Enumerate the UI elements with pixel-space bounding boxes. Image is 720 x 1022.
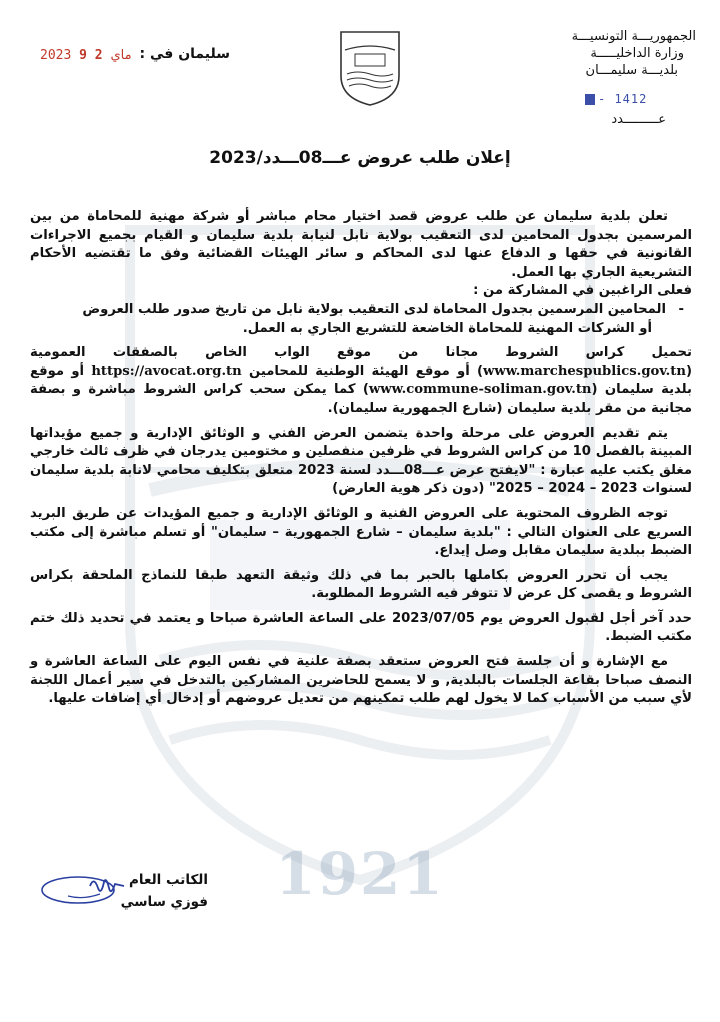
paragraph-opening-session: مع الإشارة و أن جلسة فتح العروض ستعقد بصفة علنية في نفس اليوم على الساعة العاشرة و النصف صباحا بقاعة الجلسات بالبلدية, و لا يسمح للحاضرين المشاركين بالتدخل في سير أعمال اللجنة لأي سبب من الأسباب كما لا يخول لهم طلب تمكينهم من تعديل عروضهم أو إدخال أي إضافات عليها. [30, 654, 692, 707]
republic-name: الجمهوريـــة التونسيـــة [571, 29, 696, 44]
paragraph-deadline: حدد آخر أجل لقبول العروض يوم 2023/07/05 على الساعة العاشرة صباحا و يعتمد في تحديد ذلك ختم مكتب الضبط. [30, 610, 692, 645]
dateline [40, 46, 230, 68]
city-label: سليمان في : [139, 46, 230, 62]
paragraph-intro: تعلن بلدية سليمان عن طلب عروض قصد اختيار محام مباشر أو شركة مهنية للمحاماة من بين المرسمين بجدول المحامين لدى التعقيب بولاية نابل لنيابة بلدية سليمان و القيام بجميع الاجراءات القانونية في حقها و الدفاع عنها لدى المحاكم و سائر الهيئات القضائية وفق ما تقتضيه الأحكام التشريعية الجاري بها العمل. [30, 209, 692, 280]
municipality-logo [337, 28, 403, 108]
list-item: - المحامين المرسمين بجدول المحاماة لدى التعقيب بولاية نابل من تاريخ صدور طلب العروض [30, 301, 692, 320]
handwritten-signature [38, 866, 130, 916]
text-span: تحميل كراس الشروط مجانا من موقع الواب الخاص بالصفقات العمومية ( [30, 345, 692, 379]
reference-number: - 1412 [598, 92, 648, 106]
ministry-name: وزارة الداخليـــــة [590, 46, 684, 61]
paragraph-participants: فعلى الراغبين في المشاركة من : [473, 283, 692, 299]
paragraph-ink: يجب أن تحرر العروض بكاملها بالحبر بما في ذلك وثيقة التعهد طبقا للنماذج الملحقة بكراس الشروط و يقصى كل عرض لا تتوفر فيه الشروط المطلوبة. [30, 567, 692, 602]
text-span: أو موقع بلدية سليمان ( [30, 363, 692, 398]
letterhead [496, 28, 696, 79]
watermark-year: 1921 [275, 840, 445, 908]
signatory-name: فوزي ساسي [120, 894, 208, 910]
date-stamp-year: 2023 [40, 48, 72, 63]
paragraph-submission: يتم تقديم العروض على مرحلة واحدة يتضمن العرض الفني و الوثائق الإدارية و جميع مؤيداتها المبينة بالفصل 10 من كراس الشروط في ظرفين منفصلين و مختومين يدرجان في ظرف ثالث خارجي مغلق يكتب عليه عبارة : "لايفتح عرض عـــ08ـــدد لسنة 2023 متعلق بتكليف محامي لانابة بلدية سليمان لسنوات 2023 – 2024 – 2025" (دون ذكر هوية العارض) [30, 425, 692, 497]
list-item: أو الشركات المهنية للمحاماة الخاضعة للتشريع الجاري به العمل. [242, 320, 652, 336]
link-avocat[interactable]: https://avocat.org.tn [91, 363, 242, 379]
link-commune-soliman[interactable]: www.commune-soliman.gov.tn [368, 382, 592, 398]
stamp-block-icon [585, 94, 595, 105]
text-span: ) أو موقع الهيئة الوطنية للمحامين [241, 363, 484, 379]
paragraph-delivery: توجه الظروف المحتوية على العروض الفنية و الوثائق الإدارية و جميع المؤيدات عن طريق البريد السريع على العنوان التالي : "بلدية سليمان – شارع الجمهورية – سليمان" أو تسلم مباشرة إلى مكتب الضبط ببلدية سليمان مقابل وصل إيداع. [30, 505, 692, 559]
reference-label: عـــــــــدد [611, 112, 666, 127]
reference-stamp [585, 92, 647, 106]
municipality-name: بلديـــة سليمـــان [585, 63, 678, 78]
document-title: إعلان طلب عروض عـــ08ـــدد/2023 [209, 148, 511, 168]
paragraph-download [30, 344, 692, 418]
date-stamp [40, 48, 132, 63]
text-span: ) كما يمكن سحب كراس الشروط مباشرة و بصفة مجانية من مقر بلدية سليمان (شارع الجمهورية سليمان). [30, 382, 692, 416]
signatory-title: الكاتب العام [129, 872, 208, 888]
date-stamp-day: 2 9 [79, 48, 103, 63]
link-marchespublics[interactable]: www.marchespublics.gov.tn [483, 363, 686, 379]
date-stamp-month: ماي [110, 48, 132, 63]
document-body [30, 208, 692, 709]
